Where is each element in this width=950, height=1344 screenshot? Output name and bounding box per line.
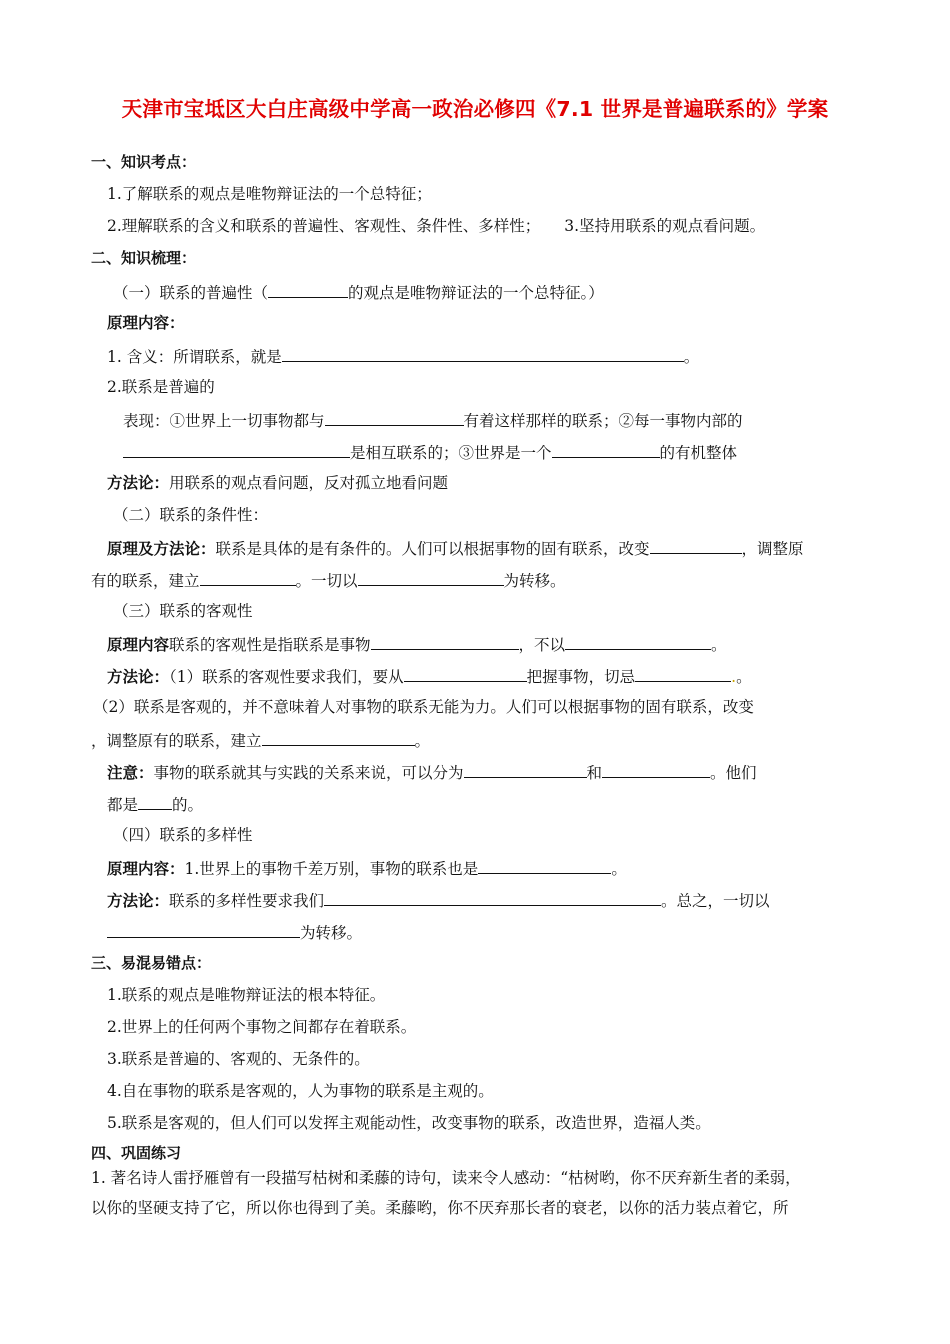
p3-heading: （三）联系的客观性: [113, 602, 253, 620]
p3-note-4: 都是: [107, 796, 139, 814]
section-4-heading: 四、巩固练习: [91, 1144, 182, 1162]
p1-method: [107, 473, 448, 493]
p3-method-line: [107, 665, 752, 687]
p3-text-2: ，不以: [518, 636, 566, 654]
p4-method-label: 方法论：: [107, 892, 170, 910]
blank[interactable]: [358, 569, 504, 586]
s3-item-2: 2.世界上的任何两个事物之间都存在着联系。: [107, 1018, 417, 1036]
p2-text-4: 。一切以: [295, 572, 358, 590]
p2-line-1: [107, 537, 804, 559]
p4-method-line-2: [107, 921, 362, 943]
p3-method-2: 把握事物，切忌: [526, 668, 636, 686]
s1-item-3-text: 3.坚持用联系的观点看问题。: [564, 217, 766, 235]
p3-line-1: [107, 633, 727, 655]
blank[interactable]: [107, 921, 300, 938]
p1-principle-label: 原理内容：: [107, 314, 185, 332]
p3-note-line: [107, 761, 757, 783]
p3-method-6: 。: [414, 732, 431, 750]
p4-line-1: [107, 857, 627, 879]
q1-line-1: 1. 著名诗人雷抒雁曾有一段描写枯树和柔藤的诗句，读来令人感动：“枯树哟，你不厌弃新生者的柔弱，: [91, 1169, 801, 1187]
s1-item-1: 1.了解联系的观点是唯物辩证法的一个总特征；: [107, 185, 432, 203]
blank[interactable]: [602, 761, 710, 778]
p4-text-2: 。: [611, 860, 627, 878]
section-3-heading: 三、易混易错点：: [91, 954, 212, 972]
blank[interactable]: [138, 793, 172, 810]
s3-item-5: 5.联系是客观的，但人们可以发挥主观能动性，改变事物的联系，改造世界，造福人类。: [107, 1114, 711, 1132]
s3-item-1: 1.联系的观点是唯物辩证法的根本特征。: [107, 986, 386, 1004]
p1-line-4-b: 的有机整体: [659, 444, 738, 462]
p3-method-3-line: [91, 729, 430, 751]
p4-text-1: 1.世界上的事物千差万别，事物的联系也是: [184, 860, 479, 878]
blank[interactable]: [262, 729, 415, 746]
p3-text-1: 联系的客观性是指联系是事物: [169, 636, 371, 654]
p2-label: 原理及方法论：: [107, 540, 216, 558]
p1-method-text: 用联系的观点看问题，反对孤立地看问题: [169, 474, 449, 492]
p1-line-3: [123, 409, 743, 431]
p1-heading-b: 的观点是唯物辩证法的一个总特征。）: [348, 284, 604, 302]
section-2-heading: 二、知识梳理：: [91, 249, 197, 267]
blank[interactable]: [324, 889, 661, 906]
p4-method-line: [107, 889, 770, 911]
p2-text-5: 为转移。: [503, 572, 566, 590]
blank[interactable]: [635, 665, 731, 682]
s1-item-2-text: 2.理解联系的含义和联系的普遍性、客观性、条件性、多样性；: [107, 217, 541, 235]
p3-text-3: 。: [711, 636, 727, 654]
p3-note-label: 注意：: [107, 764, 154, 782]
section-1-heading: 一、知识考点：: [91, 153, 197, 171]
p3-method-3: 。: [736, 668, 752, 686]
p1-line-3-b: 有着这样那样的联系；②每一事物内部的: [463, 412, 743, 430]
blank[interactable]: [371, 633, 519, 650]
blank[interactable]: [200, 569, 296, 586]
blank[interactable]: [123, 441, 350, 458]
p2-text-1: 联系是具体的是有条件的。人们可以根据事物的固有联系，改变: [215, 540, 650, 558]
blank[interactable]: [282, 345, 684, 362]
p4-heading: （四）联系的多样性: [113, 826, 253, 844]
blank[interactable]: [325, 409, 464, 426]
s3-item-3: 3.联系是普遍的、客观的、无条件的。: [107, 1050, 370, 1068]
p3-method-5: ，调整原有的联系，建立: [91, 732, 262, 750]
blank[interactable]: [404, 665, 527, 682]
blank[interactable]: [552, 441, 660, 458]
s1-item-2: [107, 216, 765, 236]
p1-line-1: [107, 345, 699, 367]
blank[interactable]: [565, 633, 711, 650]
p4-method-3: 为转移。: [300, 924, 363, 942]
p1-heading: [113, 281, 604, 303]
p1-line-1-b: 。: [683, 348, 700, 366]
p2-line-2: [91, 569, 566, 591]
p4-label: 原理内容：: [107, 860, 185, 878]
p3-note-line-2: [107, 793, 203, 815]
s3-item-4: 4.自在事物的联系是客观的，人为事物的联系是主观的。: [107, 1082, 494, 1100]
p2-text-3: 有的联系，建立: [91, 572, 200, 590]
p1-line-3-a: 表现：①世界上一切事物都与: [123, 412, 325, 430]
p2-text-2: ，调整原: [741, 540, 804, 558]
document-title: 天津市宝坻区大白庄高级中学高一政治必修四《7.1 世界是普遍联系的》学案: [121, 97, 829, 121]
p3-note-5: 的。: [172, 796, 204, 814]
p3-note-3: 。他们: [710, 764, 757, 782]
p3-label: 原理内容: [107, 636, 170, 654]
p1-method-label: 方法论：: [107, 474, 170, 492]
blank[interactable]: [478, 857, 611, 874]
p1-line-4: [123, 441, 737, 463]
p3-method-label: 方法论：: [107, 668, 170, 686]
p1-line-1-a: 1. 含义：所谓联系，就是: [107, 348, 282, 366]
p1-line-4-a: 是相互联系的；③世界是一个: [350, 444, 552, 462]
blank[interactable]: [464, 761, 587, 778]
p1-heading-a: （一）联系的普遍性（: [113, 284, 269, 302]
p4-method-2: 。总之，一切以: [661, 892, 770, 910]
p1-line-2: 2.联系是普遍的: [107, 378, 215, 396]
p3-note-2: 和: [586, 764, 603, 782]
p3-method-2-line: （2）联系是客观的，并不意味着人对事物的联系无能为力。人们可以根据事物的固有联系，改变: [93, 698, 754, 716]
p3-note-1: 事物的联系就其与实践的关系来说，可以分为: [153, 764, 464, 782]
p2-heading: （二）联系的条件性：: [113, 506, 269, 524]
blank[interactable]: [268, 281, 348, 298]
mark-dot: .: [731, 668, 737, 686]
p3-method-1: （1）联系的客观性要求我们，要从: [169, 668, 404, 686]
q1-line-2: 以你的坚硬支持了它，所以你也得到了美。柔藤哟，你不厌弃那长者的衰老，以你的活力装点着它，所: [91, 1199, 789, 1217]
p4-method-1: 联系的多样性要求我们: [169, 892, 325, 910]
blank[interactable]: [650, 537, 742, 554]
